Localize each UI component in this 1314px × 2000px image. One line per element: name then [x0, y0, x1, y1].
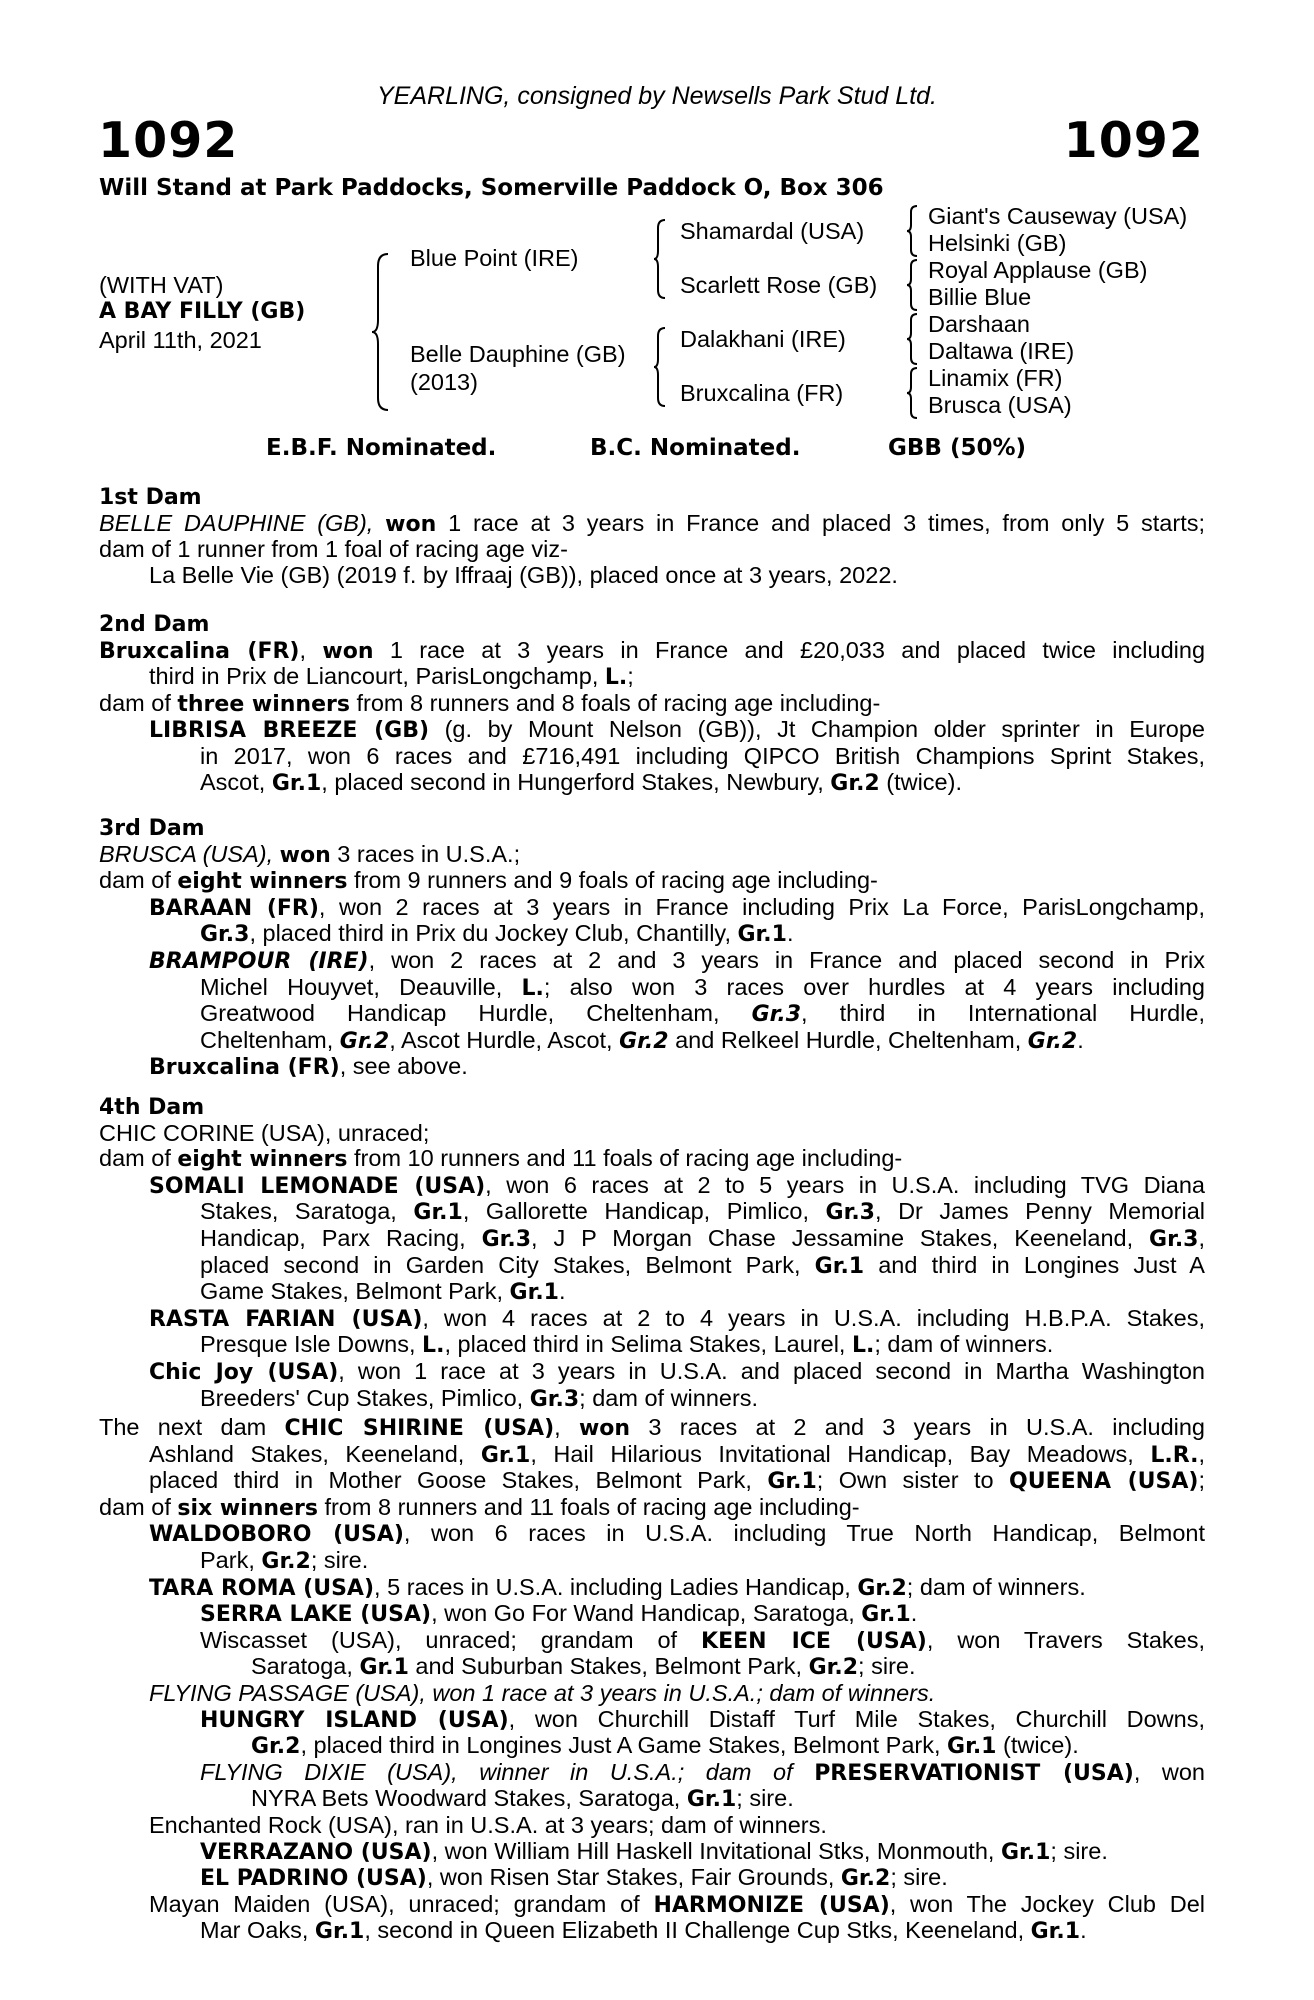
next-dam-line: placed third in Mother Goose Stakes, Belmont Park, Gr.1; Own sister to QUEENA (USA);	[149, 1467, 1205, 1495]
next-dam-produce: Saratoga, Gr.1 and Suburban Stakes, Belmont Park, Gr.2; sire.	[251, 1653, 916, 1681]
horse-name: A BAY FILLY (GB)	[99, 299, 306, 324]
second-dam-section	[99, 612, 1205, 796]
second-dam-produce: Ascot, Gr.1, placed second in Hungerford Stakes, Newbury, Gr.2 (twice).	[200, 768, 962, 796]
third-dam-produce: Cheltenham, Gr.2, Ascot Hurdle, Ascot, Gr.2 and Relkeel Hurdle, Cheltenham, Gr.2.	[200, 1026, 1084, 1054]
fourth-dam-produce: RASTA FARIAN (USA), won 4 races at 2 to 4 years in U.S.A. including H.B.P.A. Stakes,	[149, 1304, 1205, 1332]
fourth-dam-produce: Game Stakes, Belmont Park, Gr.1.	[200, 1278, 566, 1306]
fourth-dam-produce: Stakes, Saratoga, Gr.1, Gallorette Handicap, Pimlico, Gr.3, Dr James Penny Memorial	[200, 1198, 1206, 1226]
next-dam-produce: EL PADRINO (USA), won Risen Star Stakes, Fair Grounds, Gr.2; sire.	[200, 1864, 948, 1892]
brace-g2	[906, 258, 920, 312]
second-dam-produce: in 2017, won 6 races and £716,491 including QIPCO British Champions Sprint Stakes,	[200, 742, 1205, 769]
foaling-date: April 11th, 2021	[99, 327, 262, 353]
third-dam-produce: Michel Houyvet, Deauville, L.; also won 3 races over hurdles at 4 years including	[200, 973, 1205, 1001]
third-dam-line: BRUSCA (USA), won 3 races in U.S.A.;	[99, 840, 521, 868]
fourth-dam-produce: SOMALI LEMONADE (USA), won 6 races at 2 to 5 years in U.S.A. including TVG Diana	[149, 1171, 1205, 1199]
next-dam-produce: Gr.2, placed third in Longines Just A Game Stakes, Belmont Park, Gr.1 (twice).	[251, 1732, 1079, 1760]
next-dam-produce: Wiscasset (USA), unraced; grandam of KEEN ICE (USA), won Travers Stakes,	[200, 1626, 1206, 1654]
sire-sire-name: Shamardal (USA)	[680, 218, 865, 244]
brace-sire-line	[652, 218, 668, 300]
fourth-dam-produce: Presque Isle Downs, L., placed third in Selima Stakes, Laurel, L.; dam of winners.	[200, 1331, 1054, 1359]
third-dam-produce: BRAMPOUR (IRE), won 2 races at 2 and 3 years in France and placed second in Prix	[149, 946, 1206, 974]
grandsire-2: Helsinki (GB)	[928, 230, 1067, 256]
fourth-dam-produce: Breeders' Cup Stakes, Pimlico, Gr.3; dam of winners.	[200, 1384, 759, 1412]
next-dam-produce: WALDOBORO (USA), won 6 races in U.S.A. including True North Handicap, Belmont	[149, 1520, 1206, 1548]
sire-name: Blue Point (IRE)	[410, 245, 579, 271]
consignment-line: YEARLING, consigned by Newsells Park Stud Ltd.	[377, 82, 937, 110]
next-dam-produce: Mar Oaks, Gr.1, second in Queen Elizabeth II Challenge Cup Stks, Keeneland, Gr.1.	[200, 1917, 1087, 1945]
gbb-status: GBB (50%)	[888, 435, 1027, 461]
third-dam-line: dam of eight winners from 9 runners and 9 foals of racing age including-	[99, 867, 878, 895]
second-dam-line: dam of three winners from 8 runners and 8 foals of racing age including-	[99, 689, 881, 717]
next-dam-line: Ashland Stakes, Keeneland, Gr.1, Hail Hilarious Invitational Handicap, Bay Meadows, L.R.,	[149, 1440, 1205, 1468]
grandsire-6: Daltawa (IRE)	[928, 338, 1075, 364]
first-dam-section	[99, 485, 1205, 588]
first-dam-line: BELLE DAUPHINE (GB), won 1 race at 3 years in France and placed 3 times, from only 5 starts;	[99, 509, 1206, 537]
dam-name: Belle Dauphine (GB)	[410, 341, 626, 367]
next-dam-produce: NYRA Bets Woodward Stakes, Saratoga, Gr.1; sire.	[251, 1785, 794, 1813]
grandsire-5: Darshaan	[928, 311, 1030, 337]
grandsire-8: Brusca (USA)	[928, 392, 1072, 418]
third-dam-produce: Gr.3, placed third in Prix du Jockey Club, Chantilly, Gr.1.	[200, 920, 794, 948]
dam-foaling-year: (2013)	[410, 369, 478, 395]
grandsire-1: Giant's Causeway (USA)	[928, 203, 1188, 229]
next-dam-section	[99, 1415, 1205, 1945]
first-dam-heading: 1st Dam	[99, 485, 202, 510]
second-dam-heading: 2nd Dam	[99, 612, 210, 637]
next-dam-produce: Mayan Maiden (USA), unraced; grandam of HARMONIZE (USA), won The Jockey Club Del	[149, 1890, 1205, 1918]
fourth-dam-line: CHIC CORINE (USA), unraced;	[99, 1119, 430, 1146]
fourth-dam-produce: placed second in Garden City Stakes, Belmont Park, Gr.1 and third in Longines Just A	[200, 1251, 1205, 1279]
second-dam-line: Bruxcalina (FR), won 1 race at 3 years in France and £20,033 and placed twice including	[99, 636, 1206, 664]
brace-dam-line	[652, 326, 668, 408]
third-dam-heading: 3rd Dam	[99, 816, 205, 841]
brace-g1	[906, 204, 920, 258]
next-dam-produce: VERRAZANO (USA), won William Hill Haskell Invitational Stks, Monmouth, Gr.1; sire.	[200, 1837, 1108, 1865]
vat-note: (WITH VAT)	[99, 272, 224, 298]
fourth-dam-line: dam of eight winners from 10 runners and 11 foals of racing age including-	[99, 1145, 903, 1173]
lot-number-left: 1092	[98, 112, 239, 169]
next-dam-produce: FLYING DIXIE (USA), winner in U.S.A.; dam of PRESERVATIONIST (USA), won	[200, 1758, 1205, 1786]
ebf-nomination: E.B.F. Nominated.	[266, 435, 497, 461]
grandsire-4: Billie Blue	[928, 284, 1032, 310]
grandsire-3: Royal Applause (GB)	[928, 257, 1148, 283]
next-dam-produce: Park, Gr.2; sire.	[200, 1546, 369, 1574]
first-dam-produce: La Belle Vie (GB) (2019 f. by Iffraaj (GB)), placed once at 3 years, 2022.	[149, 561, 898, 588]
dam-sire-name: Dalakhani (IRE)	[680, 326, 846, 352]
sire-dam-name: Scarlett Rose (GB)	[680, 272, 878, 298]
fourth-dam-produce: Handicap, Parx Racing, Gr.3, J P Morgan Chase Jessamine Stakes, Keeneland, Gr.3,	[200, 1224, 1206, 1252]
third-dam-section	[99, 816, 1205, 1081]
next-dam-produce: TARA ROMA (USA), 5 races in U.S.A. including Ladies Handicap, Gr.2; dam of winners.	[149, 1573, 1086, 1601]
third-dam-produce: Greatwood Handicap Hurdle, Cheltenham, Gr.3, third in International Hurdle,	[200, 1000, 1206, 1028]
second-dam-produce: LIBRISA BREEZE (GB) (g. by Mount Nelson (GB)), Jt Champion older sprinter in Europe	[149, 716, 1205, 744]
lot-number-right: 1092	[1063, 112, 1204, 169]
brace-g3	[906, 312, 920, 366]
next-dam-produce: HUNGRY ISLAND (USA), won Churchill Distaff Turf Mile Stakes, Churchill Downs,	[200, 1705, 1205, 1733]
brace-main	[370, 252, 392, 412]
grandsire-7: Linamix (FR)	[928, 365, 1063, 391]
brace-g4	[906, 366, 920, 420]
next-dam-produce: FLYING PASSAGE (USA), won 1 race at 3 years in U.S.A.; dam of winners.	[149, 1679, 936, 1706]
stabling-location: Will Stand at Park Paddocks, Somerville Paddock O, Box 306	[99, 175, 884, 201]
bc-nomination: B.C. Nominated.	[590, 435, 801, 461]
second-dam-line: third in Prix de Liancourt, ParisLongchamp, L.;	[149, 663, 634, 691]
third-dam-produce: BARAAN (FR), won 2 races at 3 years in France including Prix La Force, ParisLongchamp,	[149, 893, 1206, 921]
fourth-dam-heading: 4th Dam	[99, 1095, 205, 1120]
third-dam-produce: Bruxcalina (FR), see above.	[149, 1053, 468, 1081]
dam-dam-name: Bruxcalina (FR)	[680, 380, 844, 406]
next-dam-produce: Enchanted Rock (USA), ran in U.S.A. at 3 years; dam of winners.	[149, 1811, 827, 1838]
next-dam-line: dam of six winners from 8 runners and 11 foals of racing age including-	[99, 1493, 860, 1521]
fourth-dam-section	[99, 1095, 1205, 1412]
fourth-dam-produce: Chic Joy (USA), won 1 race at 3 years in U.S.A. and placed second in Martha Washington	[149, 1357, 1205, 1385]
next-dam-line: The next dam CHIC SHIRINE (USA), won 3 races at 2 and 3 years in U.S.A. including	[99, 1414, 1206, 1441]
next-dam-produce: SERRA LAKE (USA), won Go For Wand Handicap, Saratoga, Gr.1.	[200, 1600, 918, 1628]
first-dam-line: dam of 1 runner from 1 foal of racing age viz-	[99, 536, 568, 563]
